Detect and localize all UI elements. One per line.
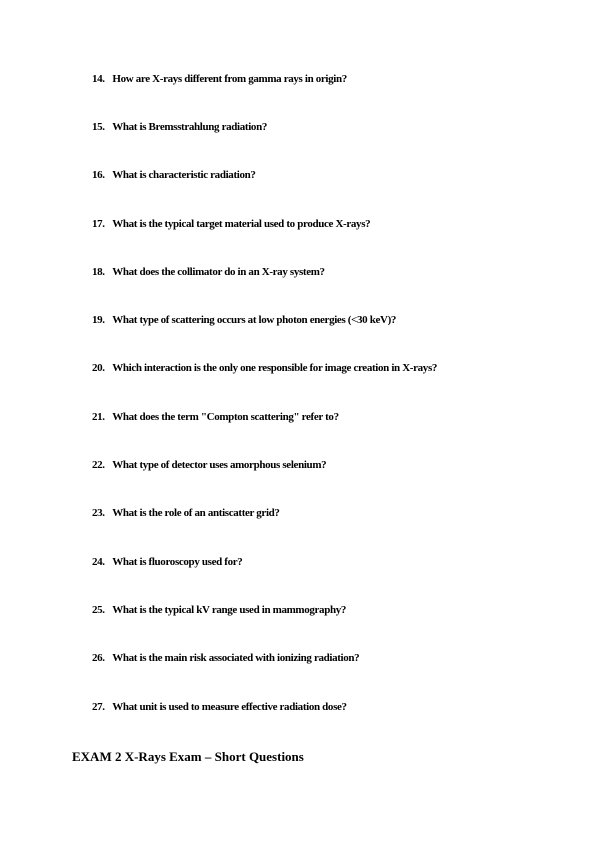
question-21: [92, 411, 339, 424]
question-text: What unit is used to measure effective radiation dose?: [112, 701, 347, 713]
question-text: What is fluoroscopy used for?: [112, 556, 243, 568]
question-number: 17.: [92, 218, 105, 230]
question-number: 22.: [92, 459, 105, 471]
question-number: 18.: [92, 266, 105, 278]
question-27: [92, 701, 347, 714]
question-text: Which interaction is the only one responsible for image creation in X-rays?: [112, 362, 438, 374]
question-22: [92, 459, 326, 472]
question-number: 24.: [92, 556, 105, 568]
question-19: [92, 314, 396, 327]
question-number: 26.: [92, 652, 105, 664]
question-text: What does the collimator do in an X-ray system?: [112, 266, 325, 278]
question-text: What is the typical kV range used in mammography?: [112, 604, 347, 616]
question-20: [92, 362, 437, 375]
question-15: [92, 121, 267, 134]
question-number: 27.: [92, 701, 105, 713]
question-text: What does the term "Compton scattering" refer to?: [112, 411, 339, 423]
question-18: [92, 266, 325, 279]
question-number: 14.: [92, 73, 105, 85]
question-23: [92, 507, 280, 520]
question-text: How are X-rays different from gamma rays in origin?: [112, 73, 347, 85]
question-16: [92, 169, 256, 182]
question-text: What is characteristic radiation?: [112, 169, 256, 181]
question-text: What is Bremsstrahlung radiation?: [112, 121, 267, 133]
question-text: What is the main risk associated with ionizing radiation?: [112, 652, 360, 664]
question-number: 20.: [92, 362, 105, 374]
question-number: 25.: [92, 604, 105, 616]
question-number: 16.: [92, 169, 105, 181]
question-text: What type of detector uses amorphous selenium?: [112, 459, 327, 471]
question-number: 23.: [92, 507, 105, 519]
question-number: 15.: [92, 121, 105, 133]
question-24: [92, 556, 242, 569]
question-14: [92, 73, 347, 86]
question-text: What is the typical target material used to produce X-rays?: [112, 218, 371, 230]
question-25: [92, 604, 346, 617]
question-text: What is the role of an antiscatter grid?: [112, 507, 280, 519]
question-26: [92, 652, 359, 665]
question-number: 21.: [92, 411, 105, 423]
exam-heading: EXAM 2 X-Rays Exam – Short Questions: [72, 749, 304, 764]
question-17: [92, 218, 370, 231]
question-text: What type of scattering occurs at low photon energies (<30 keV)?: [112, 314, 397, 326]
question-number: 19.: [92, 314, 105, 326]
